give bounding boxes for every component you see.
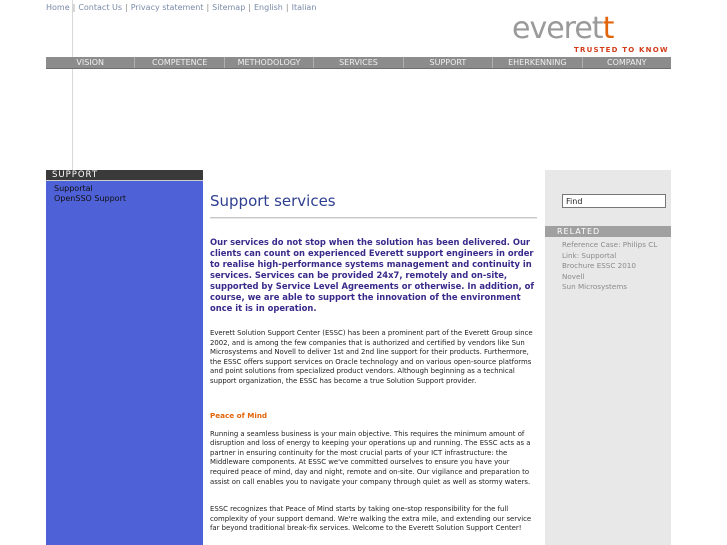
related-link-philips[interactable]: Reference Case: Philips CL <box>562 240 658 249</box>
util-link-italian[interactable]: Italian <box>291 3 317 12</box>
nav-competence[interactable]: COMPETENCE <box>135 57 224 68</box>
util-link-sitemap[interactable]: Sitemap <box>212 3 246 12</box>
logo-tagline: TRUSTED TO KNOW <box>574 46 669 54</box>
nav-eherkenning[interactable]: EHERKENNING <box>493 57 582 68</box>
util-link-home[interactable]: Home <box>46 3 70 12</box>
separator: | <box>125 3 128 12</box>
title-divider <box>210 217 537 219</box>
related-link-supportal[interactable]: Link: Supportal <box>562 250 617 260</box>
body-paragraph-peace: Running a seamless business is your main objective. This requires the minimum amount of disruption and loss of energy to keeping your operations up and running. The ESSC acts as a partner in ensuring continuity for the most crucial parts of your ICT infrastructure: the Middleware components. At ESSC we've committed ourselves to ensure you have your required peace of mind, day and night, remote and on-site. Our vigilance and preparation to assist on call enables you to navigate your company through quiet as well as stormy waters. <box>210 429 531 486</box>
sidebar-links <box>46 181 203 204</box>
separator: | <box>285 3 289 12</box>
util-link-privacy[interactable]: Privacy statement <box>130 3 204 12</box>
sidebar-title: SUPPORT <box>46 170 203 181</box>
nav-support[interactable]: SUPPORT <box>404 57 493 68</box>
section-heading-peace-of-mind: Peace of Mind <box>210 410 268 420</box>
intro-paragraph: Our services do not stop when the solution has been delivered. Our clients can count on experienced Everett support engineers in order to realise high-performance systems management and continuity in services. Services can be provided 24x7, remotely and on-site, supported by Service Level Agreements or otherwise. In addition, of course, we are able to support the innovation of the environment once it is in operation. <box>210 237 534 313</box>
related-link-brochure[interactable]: Brochure ESSC 2010 <box>562 261 636 270</box>
separator: | <box>248 3 251 12</box>
separator: | <box>72 3 76 12</box>
related-link-sun[interactable]: Sun Microsystems <box>562 282 628 291</box>
util-link-english[interactable]: English <box>253 3 283 12</box>
sidebar-link-supportal[interactable]: Supportal <box>54 184 93 193</box>
utility-nav <box>46 3 316 12</box>
logo-word-main: everet <box>512 11 603 46</box>
page-title: Support services <box>210 192 336 210</box>
sidebar <box>46 170 203 545</box>
sidebar-link-opensso[interactable]: OpenSSO Support <box>54 194 126 203</box>
related-links <box>562 240 666 293</box>
body-paragraph-essc: Everett Solution Support Center (ESSC) has been a prominent part of the Everett Group since 2002, and is among the few companies that is authorized and certified by vendors like Sun Microsystems and Novell to deliver 1st and 2nd line support for their products. Furthermore, the ESSC offers support services on Oracle technology and on various open-source platforms and point solutions from specialized product vendors. Although beginning as a technical support organization, the ESSC has become a true Solution Support provider. <box>210 329 533 385</box>
main-nav <box>46 57 671 69</box>
separator: | <box>206 3 210 12</box>
related-title: RELATED <box>545 226 671 237</box>
nav-methodology[interactable]: METHODOLOGY <box>225 57 314 68</box>
everett-logo[interactable] <box>512 12 672 56</box>
right-sidebar <box>545 170 671 545</box>
body-paragraph-recognizes: ESSC recognizes that Peace of Mind starts by taking one-stop responsibility for the full complexity of your support demand. We're walking the extra mile, and extending our service far beyond traditional break-fix services. Welcome to the Everett Solution Support Center! <box>210 505 532 533</box>
logo-word-accent: t <box>602 11 614 46</box>
nav-vision[interactable]: VISION <box>46 57 135 68</box>
search-input[interactable] <box>562 194 666 208</box>
logo-wordmark <box>512 12 613 46</box>
nav-services[interactable]: SERVICES <box>314 57 403 68</box>
related-link-novell[interactable]: Novell <box>562 271 585 281</box>
util-link-contact[interactable]: Contact Us <box>78 3 123 12</box>
nav-company[interactable]: COMPANY <box>607 58 647 67</box>
main-content <box>210 190 537 534</box>
